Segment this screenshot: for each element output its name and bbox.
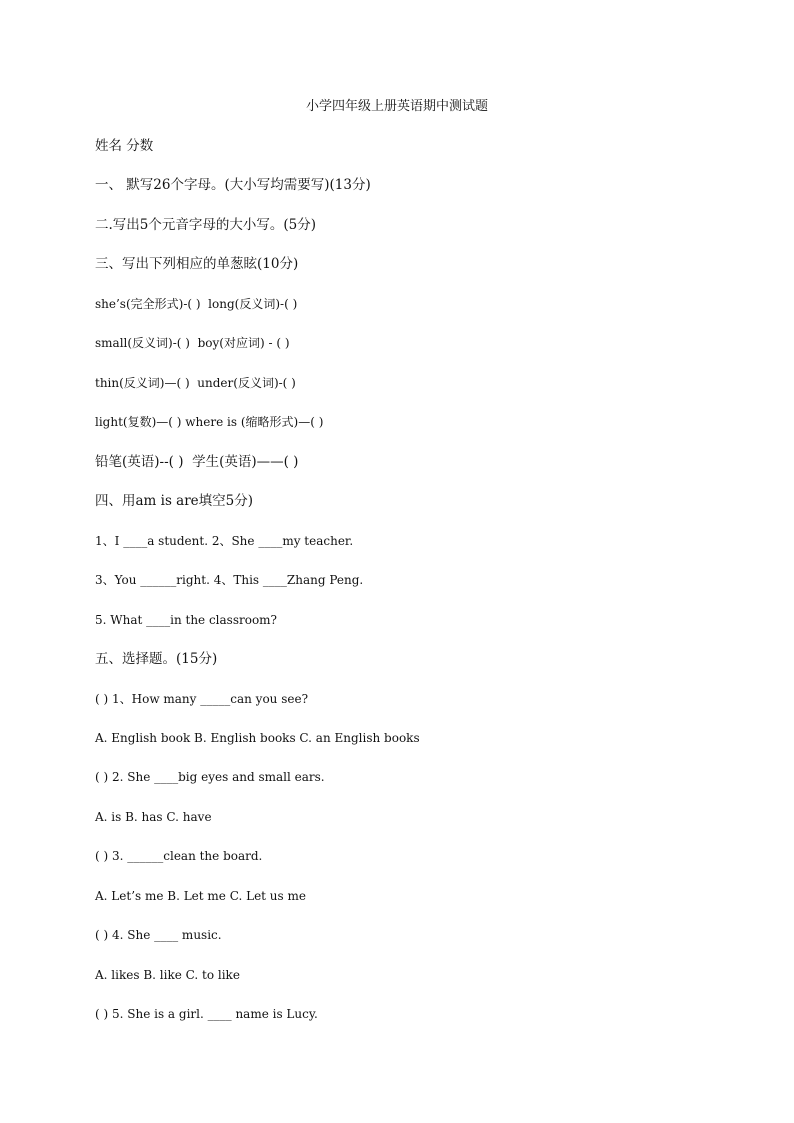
question-line: thin(反义词)—( ) under(反义词)-( ) xyxy=(95,376,296,390)
question-line: ( ) 4. She ____ music. xyxy=(95,928,222,942)
question-line: ( ) 5. She is a girl. ____ name is Lucy. xyxy=(95,1007,318,1021)
question-line: ( ) 1、How many _____can you see? xyxy=(95,692,309,706)
section-2-heading: 二.写出5个元音字母的大小写。(5分) xyxy=(95,217,317,233)
question-line: light(复数)—( ) where is (缩略形式)—( ) xyxy=(95,415,324,429)
section-5-heading: 五、选择题。(15分) xyxy=(95,651,218,667)
section-3-heading: 三、写出下列相应的单葱眩(10分) xyxy=(95,256,299,272)
answer-options: A. English book B. English books C. an English books xyxy=(95,731,420,745)
question-line: ( ) 3. ______clean the board. xyxy=(95,849,263,863)
answer-options: A. likes B. like C. to like xyxy=(95,968,240,982)
name-score-line: 姓名 分数 xyxy=(95,138,154,154)
question-line: 1、I ____a student. 2、She ____my teacher. xyxy=(95,534,354,548)
answer-options: A. is B. has C. have xyxy=(95,810,212,824)
section-4-heading: 四、用am is are填空5分) xyxy=(95,493,254,509)
question-line: small(反义词)-( ) boy(对应词) - ( ) xyxy=(95,336,290,350)
question-line: 5. What ____in the classroom? xyxy=(95,613,277,627)
exam-title: 小学四年级上册英语期中测试题 xyxy=(305,99,488,114)
question-line: she’s(完全形式)-( ) long(反义词)-( ) xyxy=(95,297,298,311)
answer-options: A. Let’s me B. Let me C. Let us me xyxy=(95,889,306,903)
question-line: 3、You ______right. 4、This ____Zhang Peng. xyxy=(95,573,364,587)
question-line: ( ) 2. She ____big eyes and small ears. xyxy=(95,770,325,784)
question-line: 铅笔(英语)--( ) 学生(英语)——( ) xyxy=(95,454,299,470)
section-1-heading: 一、 默写26个字母。(大小写均需要写)(13分) xyxy=(95,177,371,193)
